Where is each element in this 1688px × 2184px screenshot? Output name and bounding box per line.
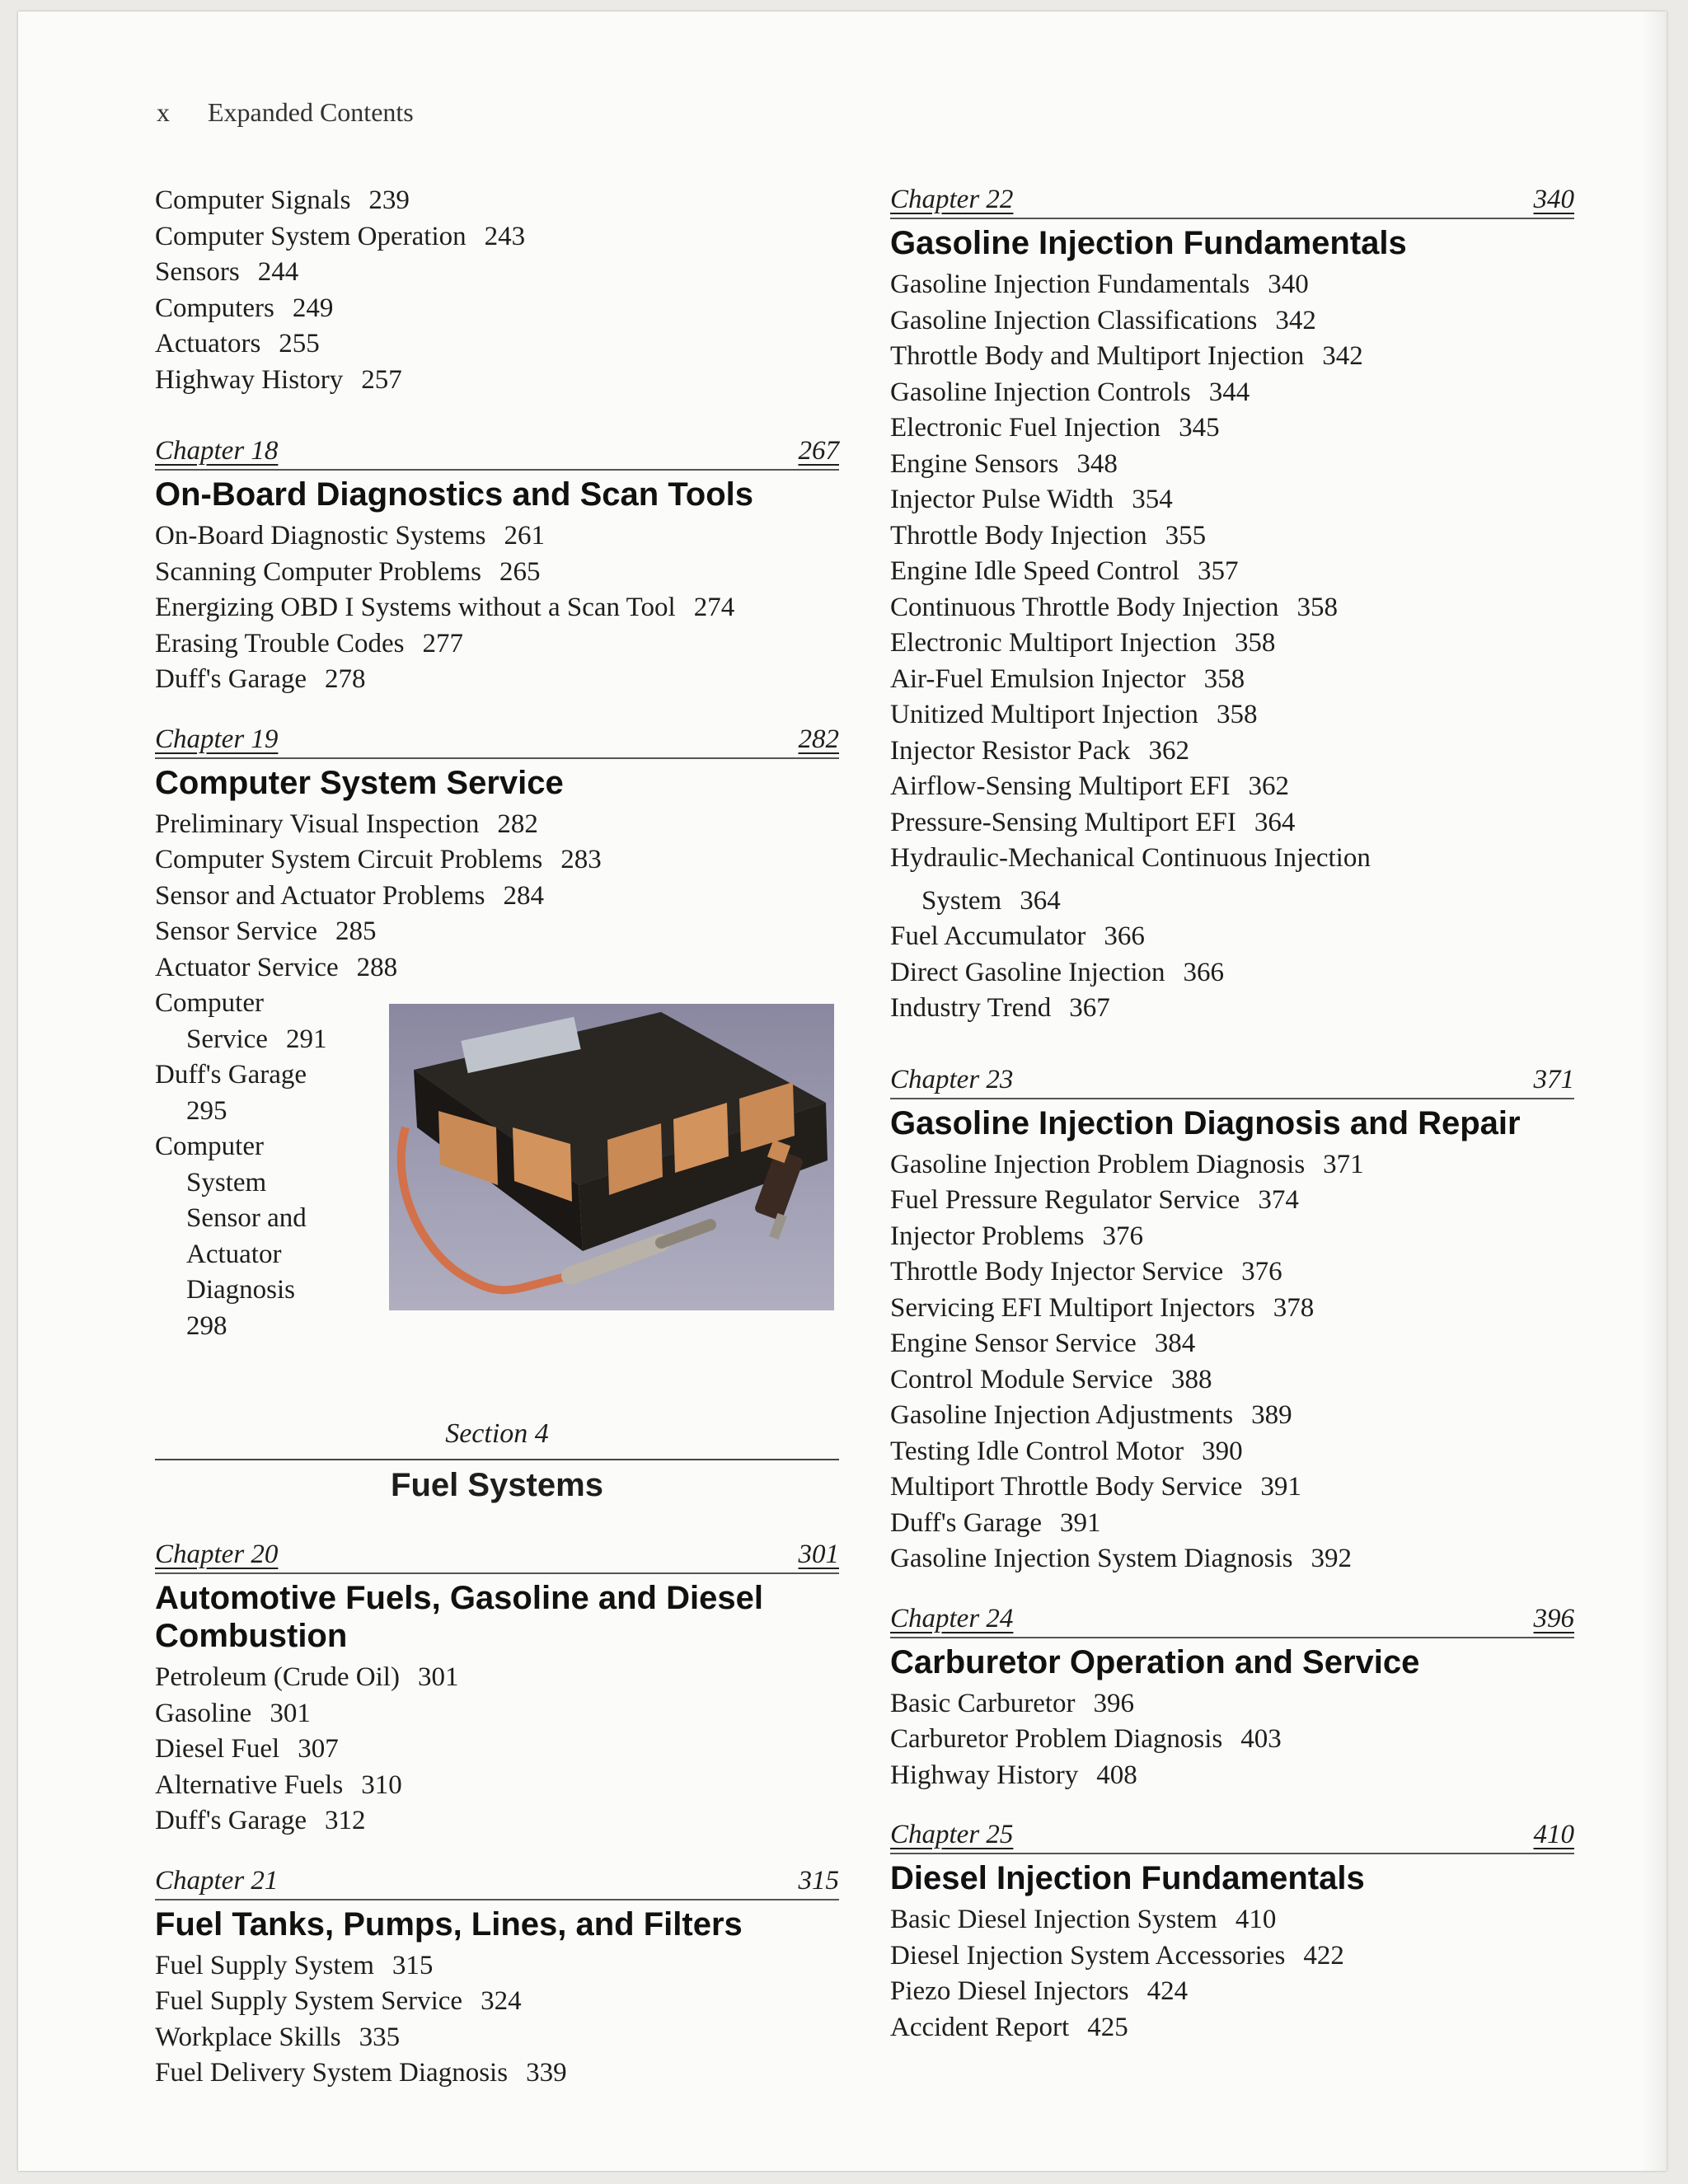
toc-entry-page: 384	[1154, 1329, 1196, 1358]
toc-entry-page: 257	[361, 364, 402, 395]
toc-entry	[155, 363, 839, 399]
toc-entry	[890, 590, 1574, 626]
engine-computer-photo	[389, 1004, 834, 1310]
toc-entry-title: Carburetor Problem Diagnosis	[890, 1724, 1223, 1754]
toc-entry	[890, 1938, 1574, 1975]
chapter-25-entries	[890, 1902, 1574, 2046]
toc-entry-page: 391	[1060, 1507, 1101, 1538]
chapter-page: 371	[1533, 1064, 1574, 1094]
chapter-page: 282	[798, 724, 839, 754]
toc-entry-title: Industry Trend	[890, 993, 1052, 1023]
section-title: Fuel Systems	[391, 1467, 603, 1503]
toc-entry-page: 285	[335, 916, 377, 946]
toc-entry-title: Duff's Garage	[155, 664, 307, 694]
toc-entry	[155, 219, 839, 255]
ecu-illustration	[389, 1004, 834, 1310]
chapter-label: Chapter 18	[155, 436, 279, 466]
toc-entry-page: 358	[1296, 592, 1338, 622]
toc-entry-title: Throttle Body Injection	[890, 520, 1147, 551]
toc-entry-page: 378	[1273, 1292, 1315, 1323]
toc-entry-title: Electronic Fuel Injection	[890, 413, 1161, 443]
toc-entry-page: 282	[497, 808, 538, 839]
toc-entry	[155, 1984, 839, 2020]
toc-entry-page: 410	[1235, 1905, 1277, 1934]
toc-entry-page: 344	[1208, 377, 1250, 407]
chapter-25-title: Diesel Injection Fundamentals	[890, 1860, 1365, 1896]
chapter-20-entries	[155, 1660, 839, 1840]
toc-entry-title: Duff's Garage	[890, 1507, 1043, 1538]
toc-entry-title: On-Board Diagnostic Systems	[155, 521, 486, 551]
toc-entry-page: 342	[1322, 341, 1363, 371]
chapter-19-entries	[155, 807, 839, 987]
toc-entry	[890, 2010, 1574, 2046]
toc-entry	[890, 1362, 1574, 1399]
toc-entry-page: 342	[1275, 305, 1316, 335]
toc-entry-page: 295	[186, 1095, 227, 1126]
toc-entry	[890, 1758, 1574, 1794]
toc-entry-title: Fuel Pressure Regulator Service	[890, 1185, 1240, 1215]
toc-entry-title: Airflow-Sensing Multiport EFI	[890, 771, 1231, 801]
toc-entry-page: 358	[1234, 628, 1276, 658]
toc-entry	[155, 1803, 839, 1840]
chapter-22-entries-continued	[890, 919, 1574, 1027]
toc-entry-title: Sensor Service	[155, 916, 318, 946]
toc-entry	[890, 1469, 1574, 1506]
toc-entry	[890, 1902, 1574, 1938]
toc-entry	[890, 919, 1574, 955]
toc-entry-page: 288	[356, 952, 398, 982]
toc-entry-title: Unitized Multiport Injection	[890, 700, 1198, 729]
toc-entry	[155, 1768, 839, 1804]
toc-entry-title: Servicing EFI Multiport Injectors	[890, 1292, 1255, 1323]
toc-entry-title: Scanning Computer Problems	[155, 556, 481, 587]
toc-entry-title: Gasoline Injection System Diagnosis	[890, 1544, 1293, 1573]
toc-entry-title: Gasoline Injection Problem Diagnosis	[890, 1149, 1306, 1179]
toc-entry-title: Computers	[155, 293, 274, 323]
toc-entry-title: Sensor and Actuator Problems	[155, 880, 485, 911]
chapter-page: 396	[1533, 1603, 1574, 1633]
toc-entry-title: Diesel Fuel	[155, 1734, 280, 1764]
toc-entry-page: 376	[1241, 1257, 1282, 1286]
toc-entry-title: Accident Report	[890, 2012, 1070, 2042]
section-label: Section 4	[445, 1418, 549, 1449]
toc-entry-page: 301	[417, 1662, 459, 1692]
chapter-23-line	[890, 1063, 1574, 1099]
left-column	[155, 183, 839, 2092]
toc-entry	[155, 183, 839, 219]
toc-entry-page: 388	[1170, 1364, 1212, 1394]
entries-top	[155, 183, 839, 398]
toc-entry-page: 244	[257, 257, 299, 287]
chapter-label: Chapter 24	[890, 1603, 1014, 1633]
toc-entry-title: Basic Carburetor	[890, 1688, 1076, 1718]
toc-entry-title: Actuator Service	[155, 952, 339, 982]
toc-entry	[890, 1398, 1574, 1434]
page-edge-shadow	[1642, 12, 1667, 2171]
toc-entry-page: 354	[1132, 485, 1173, 514]
toc-entry-page: 249	[292, 293, 334, 323]
toc-entry	[890, 482, 1574, 518]
chapter-label: Chapter 22	[890, 185, 1014, 214]
toc-entry	[890, 1434, 1574, 1470]
toc-entry-page: 403	[1240, 1724, 1282, 1754]
toc-entry-title: Erasing Trouble Codes	[155, 628, 405, 658]
toc-entry-title: Injector Problems	[890, 1221, 1085, 1251]
toc-entry-title: Control Module Service	[890, 1364, 1153, 1394]
toc-entry-page: 265	[499, 556, 541, 587]
toc-entry-title: Fuel Supply System	[155, 1950, 374, 1980]
toc-entry	[890, 1291, 1574, 1327]
chapter-label: Chapter 23	[890, 1064, 1014, 1094]
toc-entry-title: Multiport Throttle Body Service	[890, 1472, 1243, 1502]
toc-entry-page: 367	[1069, 993, 1110, 1023]
toc-entry-page: 358	[1203, 663, 1245, 694]
toc-entry-page: 278	[325, 664, 366, 694]
toc-entry	[155, 662, 839, 698]
toc-entry	[890, 1686, 1574, 1722]
section-rule	[155, 1459, 839, 1460]
toc-entry	[890, 1722, 1574, 1758]
toc-entry-page: 348	[1076, 448, 1118, 479]
toc-entry	[155, 2020, 839, 2056]
chapter-25-line	[890, 1818, 1574, 1854]
toc-entry-page: 362	[1248, 771, 1289, 801]
toc-entry-page: 335	[359, 2022, 401, 2052]
toc-entry-page: 391	[1260, 1472, 1301, 1502]
toc-entry-title: Gasoline Injection Controls	[890, 377, 1191, 407]
toc-entry-page: 324	[481, 1986, 522, 2016]
toc-entry-title: Pressure-Sensing Multiport EFI	[890, 807, 1236, 837]
toc-entry-page: 366	[1104, 921, 1145, 951]
toc-entry-page: 243	[484, 221, 526, 251]
chapter-page: 410	[1533, 1820, 1574, 1849]
toc-entry: Diagnosis	[186, 1275, 295, 1305]
toc-entry: System 364	[921, 885, 1061, 916]
toc-entry-title: Computer System Circuit Problems	[155, 845, 543, 874]
toc-entry-page: 371	[1323, 1149, 1364, 1179]
toc-entry-title: Gasoline Injection Fundamentals	[890, 269, 1250, 299]
toc-entry: Actuator	[186, 1239, 282, 1269]
toc-entry: System	[186, 1167, 267, 1197]
toc-entry	[890, 410, 1574, 447]
toc-entry	[890, 769, 1574, 805]
toc-entry: Computer	[155, 988, 264, 1018]
chapter-20-title: Automotive Fuels, Gasoline and Diesel Combustion	[155, 1580, 763, 1654]
toc-entry-page: 274	[693, 593, 735, 622]
toc-entry	[890, 518, 1574, 555]
toc-entry-title: Gasoline Injection Adjustments	[890, 1400, 1234, 1430]
toc-entry	[890, 1974, 1574, 2010]
toc-entry-title: Continuous Throttle Body Injection	[890, 592, 1279, 622]
toc-entry	[155, 626, 839, 663]
toc-entry-title: Actuators	[155, 329, 261, 359]
toc-entry	[890, 697, 1574, 733]
toc-entry-title: Alternative Fuels	[155, 1769, 344, 1800]
toc-entry	[890, 1147, 1574, 1183]
toc-entry	[890, 447, 1574, 483]
toc-entry-title: Energizing OBD I Systems without a Scan Tool	[155, 593, 676, 622]
toc-entry-page: 345	[1179, 413, 1220, 443]
toc-entry	[890, 1219, 1574, 1255]
toc-entry-title: Testing Idle Control Motor	[890, 1436, 1184, 1466]
toc-entry	[155, 950, 839, 987]
toc-entry-page: 408	[1096, 1760, 1137, 1790]
toc-entry	[155, 1696, 839, 1732]
toc-entry-page: 389	[1251, 1400, 1292, 1430]
toc-entry-page: 298	[186, 1310, 227, 1341]
toc-entry-title: Computer System Operation	[155, 221, 467, 251]
toc-entry	[890, 662, 1574, 698]
toc-entry-page: 390	[1202, 1436, 1243, 1466]
toc-entry	[890, 1541, 1574, 1577]
chapter-label: Chapter 19	[155, 724, 279, 754]
toc-entry	[890, 303, 1574, 340]
toc-entry	[890, 805, 1574, 841]
toc-entry-title: Air-Fuel Emulsion Injector	[890, 663, 1186, 694]
toc-entry-page: 307	[298, 1734, 339, 1764]
chapter-22-line	[890, 183, 1574, 219]
toc-entry	[890, 626, 1574, 662]
toc-entry-page: 339	[526, 2058, 567, 2088]
toc-entry-page: 362	[1148, 735, 1189, 766]
toc-entry: Hydraulic-Mechanical Continuous Injection	[890, 843, 1371, 873]
chapter-label: Chapter 25	[890, 1820, 1014, 1849]
toc-entry-title: Injector Pulse Width	[890, 485, 1114, 514]
toc-entry-page: 392	[1311, 1544, 1353, 1573]
chapter-20-line	[155, 1538, 839, 1574]
toc-entry-title: Engine Sensors	[890, 448, 1059, 479]
toc-entry-title: Sensors	[155, 257, 240, 287]
toc-entry	[155, 255, 839, 291]
toc-entry-page: 284	[503, 880, 545, 911]
toc-entry	[155, 842, 839, 879]
toc-entry-page: 312	[325, 1806, 366, 1835]
chapter-24-title: Carburetor Operation and Service	[890, 1643, 1420, 1680]
running-title: Expanded Contents	[208, 97, 414, 127]
toc-entry-page: 396	[1093, 1688, 1135, 1718]
chapter-19-line	[155, 723, 839, 759]
toc-entry	[155, 590, 839, 626]
chapter-18-line	[155, 434, 839, 471]
chapter-page: 267	[798, 436, 839, 466]
toc-entry-title: Duff's Garage	[155, 1806, 307, 1835]
toc-entry	[890, 991, 1574, 1027]
toc-entry-page: 277	[422, 628, 464, 658]
toc-entry-title: Fuel Delivery System Diagnosis	[155, 2058, 509, 2088]
toc-entry-title: Diesel Injection System Accessories	[890, 1940, 1286, 1971]
toc-entry-page: 255	[279, 329, 320, 359]
toc-entry-page: 376	[1102, 1221, 1144, 1251]
chapter-page: 340	[1533, 185, 1574, 214]
toc-entry-page: 239	[368, 185, 410, 215]
chapter-21-title: Fuel Tanks, Pumps, Lines, and Filters	[155, 1905, 743, 1943]
chapter-page: 315	[798, 1865, 839, 1896]
toc-entry	[155, 518, 839, 555]
chapter-24-line	[890, 1602, 1574, 1638]
toc-entry-title: Fuel Supply System Service	[155, 1986, 463, 2016]
toc-entry-title: Computer Signals	[155, 185, 351, 215]
chapter-label: Chapter 21	[155, 1865, 279, 1896]
toc-entry-title: Engine Sensor Service	[890, 1329, 1137, 1358]
toc-entry	[155, 291, 839, 327]
toc-entry-page: 425	[1087, 2012, 1128, 2042]
toc-entry	[890, 955, 1574, 991]
toc-entry-page: 283	[560, 845, 602, 874]
toc-entry	[890, 375, 1574, 411]
toc-entry: Service 291	[186, 1024, 327, 1054]
toc-entry-title: Piezo Diesel Injectors	[890, 1976, 1129, 2006]
chapter-label: Chapter 20	[155, 1540, 279, 1569]
toc-entry-title: Gasoline Injection Classifications	[890, 305, 1258, 335]
toc-entry	[155, 326, 839, 363]
chapter-22-title: Gasoline Injection Fundamentals	[890, 225, 1407, 261]
toc-entry	[155, 2055, 839, 2092]
toc-entry-page: 310	[361, 1769, 402, 1800]
toc-entry: Computer	[155, 1132, 264, 1161]
toc-entry	[155, 914, 839, 950]
chapter-21-line	[155, 1864, 839, 1900]
toc-entry-title: Direct Gasoline Injection	[890, 957, 1165, 987]
toc-entry	[155, 1660, 839, 1696]
toc-entry	[155, 555, 839, 591]
toc-entry-title: Petroleum (Crude Oil)	[155, 1662, 400, 1692]
chapter-23-title: Gasoline Injection Diagnosis and Repair	[890, 1104, 1521, 1141]
toc-entry-page: 357	[1198, 556, 1239, 586]
toc-entry-page: 422	[1303, 1940, 1344, 1971]
chapter-24-entries	[890, 1686, 1574, 1794]
toc-entry-title: Basic Diesel Injection System	[890, 1905, 1217, 1934]
toc-entry	[890, 554, 1574, 590]
chapter-18-title: On-Board Diagnostics and Scan Tools	[155, 476, 754, 513]
toc-entry-title: Electronic Multiport Injection	[890, 628, 1217, 658]
toc-entry-page: 340	[1268, 269, 1309, 299]
toc-entry-title: Gasoline	[155, 1698, 252, 1728]
toc-entry-title: Engine Idle Speed Control	[890, 556, 1180, 586]
toc-entry-page: 261	[504, 521, 545, 551]
toc-entry	[890, 733, 1574, 770]
toc-entry-title: Throttle Body Injector Service	[890, 1257, 1224, 1286]
toc-entry-title: Highway History	[155, 364, 344, 395]
toc-entry	[890, 1254, 1574, 1291]
toc-entry: Duff's Garage	[155, 1060, 307, 1090]
toc-entry	[155, 879, 839, 915]
toc-entry-title: Workplace Skills	[155, 2022, 341, 2052]
toc-entry	[890, 1506, 1574, 1542]
toc-entry-page: 374	[1258, 1185, 1299, 1215]
toc-entry-title: Injector Resistor Pack	[890, 735, 1131, 766]
toc-entry	[155, 1732, 839, 1768]
toc-entry-title: Throttle Body and Multiport Injection	[890, 341, 1305, 371]
toc-entry-page: 364	[1254, 807, 1296, 837]
toc-entry: Sensor and	[186, 1203, 307, 1233]
toc-entry	[155, 807, 839, 843]
chapter-22-entries	[890, 267, 1574, 841]
chapter-19-wrapped-entries	[155, 986, 839, 1373]
toc-entry-title: Preliminary Visual Inspection	[155, 808, 480, 839]
toc-entry	[890, 1183, 1574, 1219]
toc-entry-page: 301	[270, 1698, 311, 1728]
toc-entry-page: 424	[1146, 1976, 1189, 2006]
toc-entry	[890, 339, 1574, 375]
toc-entry-title: Fuel Accumulator	[890, 921, 1086, 951]
toc-entry-page: 358	[1216, 700, 1258, 729]
toc-entry-page: 366	[1183, 957, 1225, 987]
toc-entry	[890, 267, 1574, 303]
chapter-21-entries	[155, 1948, 839, 2092]
running-header	[157, 97, 414, 128]
toc-entry	[155, 1948, 839, 1985]
chapter-page: 301	[798, 1540, 839, 1569]
toc-entry-title: Highway History	[890, 1760, 1079, 1790]
toc-entry-page: 315	[392, 1950, 434, 1980]
chapter-23-entries	[890, 1147, 1574, 1577]
chapter-18-entries	[155, 518, 839, 698]
toc-entry-page: 355	[1165, 520, 1207, 551]
chapter-19-title: Computer System Service	[155, 764, 564, 801]
toc-entry	[890, 1326, 1574, 1362]
right-column	[890, 183, 1574, 2046]
page-number: x	[157, 97, 170, 127]
section-4-heading	[155, 1416, 839, 1505]
